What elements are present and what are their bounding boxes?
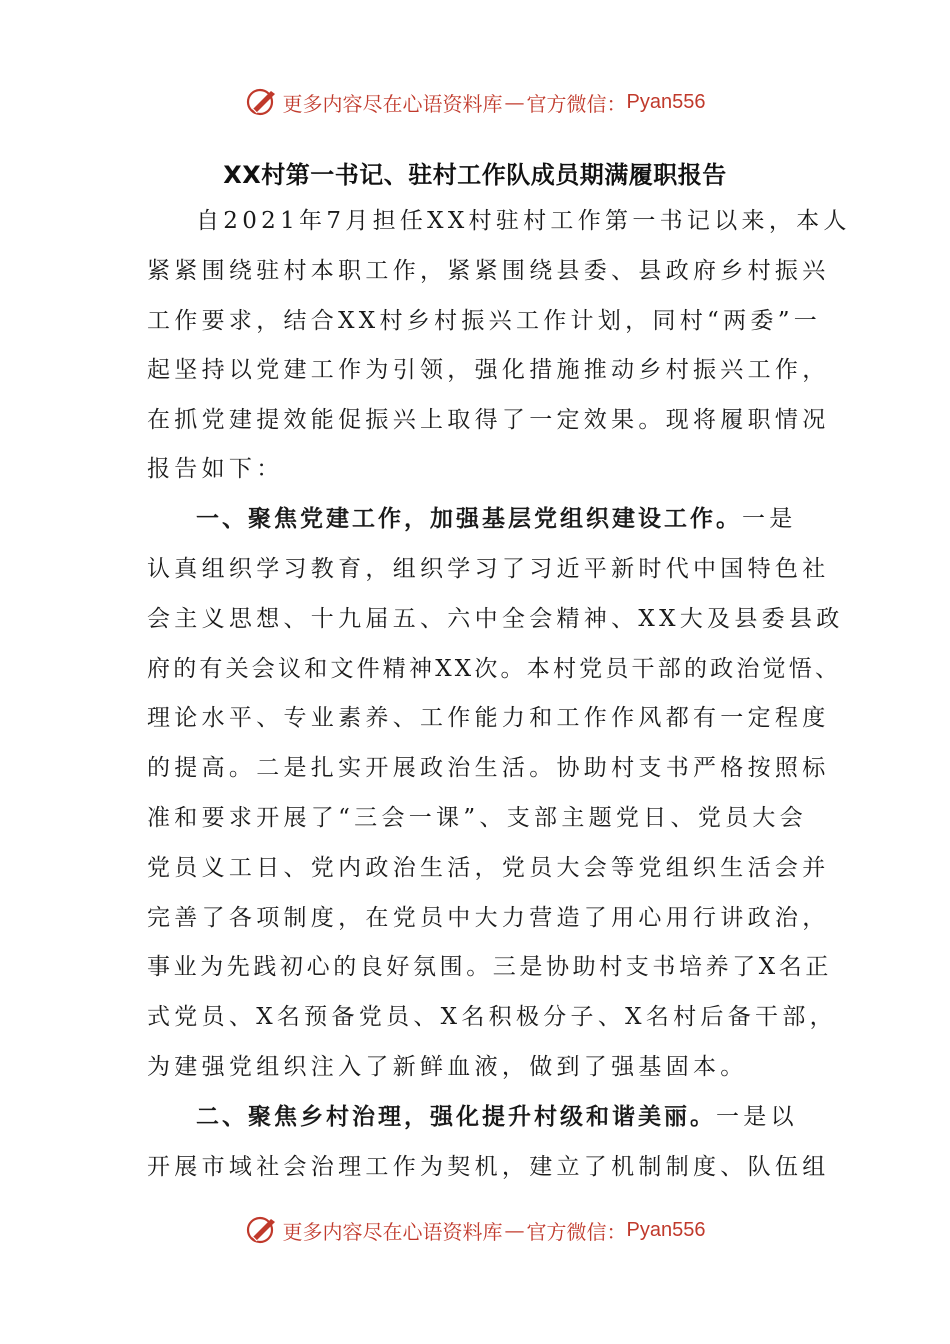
section2-first-line (196, 1102, 798, 1132)
intro-line: 自2021年7月担任XX村驻村工作第一书记以来，本人 (196, 208, 851, 234)
intro-line: 工作要求，结合XX村乡村振兴工作计划，同村“两委”一 (147, 308, 822, 334)
intro-line: 在抓党建提效能促振兴上取得了一定效果。现将履职情况 (147, 407, 830, 433)
section1-line: 府的有关会议和文件精神XX次。本村党员干部的政治觉悟、 (147, 656, 842, 682)
pen-logo-icon (245, 85, 279, 119)
pen-logo-icon (245, 1213, 279, 1247)
section1-line: 会主义思想、十九届五、六中全会精神、XX大及县委县政 (147, 606, 844, 632)
section1-line: 完善了各项制度，在党员中大力营造了用心用行讲政治， (147, 905, 830, 931)
watermark-site-text: 更多内容尽在心语资料库 (282, 91, 503, 116)
section1-heading: 一、聚焦党建工作，加强基层党组织建设工作。 (196, 506, 742, 532)
intro-line: 起坚持以党建工作为引领，强化措施推动乡村振兴工作， (147, 357, 830, 383)
section1-line: 准和要求开展了“三会一课”、支部主题党日、党员大会 (147, 805, 808, 831)
watermark-banner-top (0, 82, 950, 122)
section2-first-tail: 一是以 (716, 1104, 798, 1130)
intro-line: 报告如下： (147, 456, 284, 482)
section1-line: 党员义工日、党内政治生活，党员大会等党组织生活会并 (147, 855, 830, 881)
section1-first-tail: 一是 (742, 506, 797, 532)
section1-line: 式党员、X名预备党员、X名积极分子、X名村后备干部， (147, 1004, 837, 1030)
intro-line: 紧紧围绕驻村本职工作，紧紧围绕县委、县政府乡村振兴 (147, 258, 830, 284)
watermark-wechat-label: 官方微信： (526, 91, 627, 116)
section1-first-line (196, 504, 797, 534)
watermark-dash: — (504, 90, 525, 114)
section1-line: 认真组织学习教育，组织学习了习近平新时代中国特色社 (147, 556, 830, 582)
section1-line: 为建强党组织注入了新鲜血液，做到了强基固本。 (147, 1054, 748, 1080)
watermark-site-text: 更多内容尽在心语资料库 (282, 1219, 503, 1244)
document-title: XX村第一书记、驻村工作队成员期满履职报告 (223, 161, 727, 189)
section1-line: 的提高。二是扎实开展政治生活。协助村支书严格按照标 (147, 755, 830, 781)
section2-line: 开展市域社会治理工作为契机，建立了机制制度、队伍组 (147, 1154, 830, 1180)
watermark-dash: — (504, 1218, 525, 1242)
section1-line: 事业为先践初心的良好氛围。三是协助村支书培养了X名正 (147, 954, 832, 980)
section2-heading: 二、聚焦乡村治理，强化提升村级和谐美丽。 (196, 1104, 716, 1130)
watermark-wechat-id: Pyan556 (626, 90, 706, 113)
section1-line: 理论水平、专业素养、工作能力和工作作风都有一定程度 (147, 705, 830, 731)
watermark-banner-bottom (0, 1210, 950, 1250)
watermark-wechat-label: 官方微信： (526, 1219, 627, 1244)
watermark-wechat-id: Pyan556 (626, 1218, 706, 1241)
